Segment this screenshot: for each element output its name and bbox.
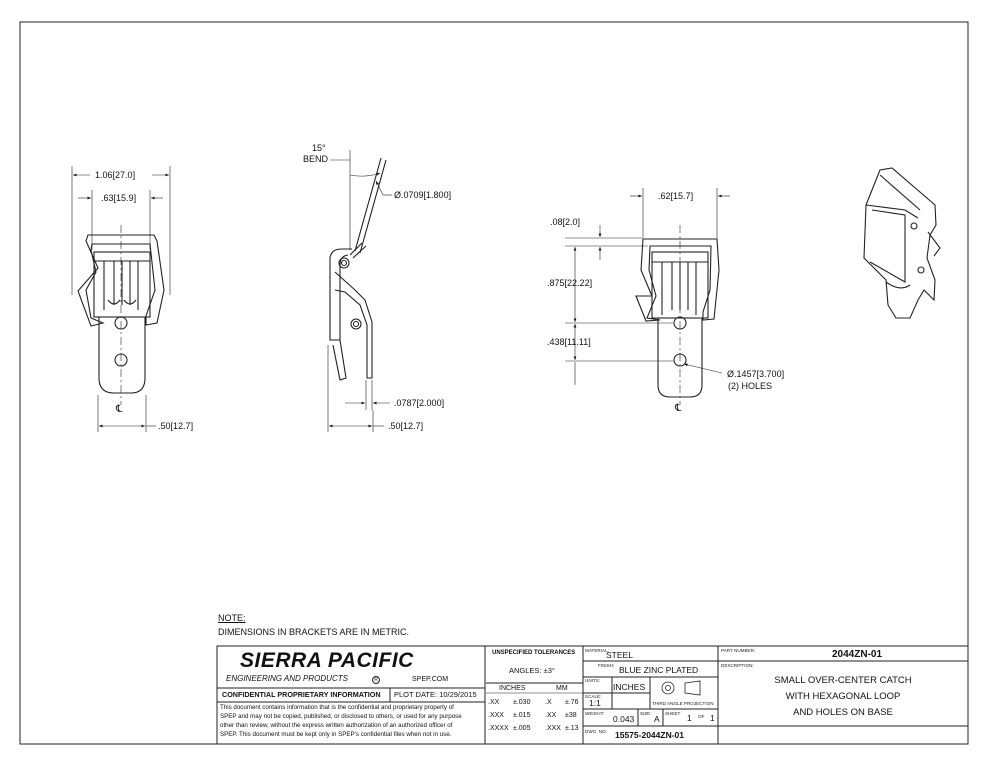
- units-value: INCHES: [613, 682, 646, 692]
- dim-top: .08[2.0]: [550, 217, 581, 227]
- description-label: DESCRIPTION:: [721, 663, 754, 668]
- sheet-num: 1: [687, 713, 692, 723]
- angles: ANGLES: ±3°: [509, 666, 555, 675]
- finish-label: FINISH:: [598, 663, 615, 668]
- confidential-line-3: other than review, without the express written authorization of an authorized officer of: [220, 722, 453, 729]
- sheet-label: SHEET: [665, 711, 681, 716]
- iso-view: [864, 168, 940, 318]
- dim-mid: .875[22.22]: [547, 278, 593, 288]
- tolerance-row: ±.13: [565, 725, 579, 732]
- dim-inner-width: .63[15.9]: [101, 193, 137, 203]
- tolerance-row: .X: [545, 699, 552, 706]
- units-label: UNITS:: [585, 678, 601, 683]
- dim-wire-dia: Ø.0709[1.800]: [394, 190, 452, 200]
- tolerance-row: .XX: [545, 712, 557, 719]
- description-line-3: AND HOLES ON BASE: [793, 707, 893, 718]
- dim-bend-angle: 15°: [312, 143, 326, 153]
- dim-overall-width: 1.06[27.0]: [95, 170, 136, 180]
- tolerance-row: .XXXX: [488, 725, 509, 732]
- note-title: NOTE:: [218, 613, 246, 623]
- dim-base-width-1: .50[12.7]: [158, 421, 194, 431]
- size-value: A: [654, 714, 660, 724]
- right-view: [636, 225, 719, 405]
- centerline-symbol-2: ℄: [675, 403, 682, 414]
- confidential-title: CONFIDENTIAL PROPRIETARY INFORMATION: [222, 690, 381, 699]
- description-line-1: SMALL OVER-CENTER CATCH: [774, 675, 912, 686]
- tolerance-row: ±.015: [513, 712, 531, 719]
- weight-value: 0.043: [613, 714, 635, 724]
- material-value: STEEL: [606, 650, 633, 660]
- tolerance-row: ±.76: [565, 699, 579, 706]
- dim-thickness: .0787[2.000]: [394, 398, 445, 408]
- projection-label: THIRD ANGLE PROJECTION: [652, 701, 714, 706]
- dim-low: .438[11.11]: [547, 337, 591, 347]
- tolerance-row: ±.005: [513, 725, 531, 732]
- tolerances-title: UNSPECIFIED TOLERANCES: [492, 650, 576, 656]
- description-line-2: WITH HEXAGONAL LOOP: [785, 691, 901, 702]
- company-sub: ENGINEERING AND PRODUCTS: [226, 674, 348, 683]
- dim-right-width: .62[15.7]: [658, 191, 694, 201]
- tolerance-row: ±38: [565, 712, 577, 719]
- side-view: [330, 158, 386, 380]
- dim-bend-label: BEND: [303, 154, 329, 164]
- website: SPEP.COM: [412, 676, 449, 683]
- inches-header: INCHES: [499, 685, 526, 692]
- confidential-line-1: This document contains information that is the confidential and proprietary property of: [220, 704, 454, 711]
- sheet-border: [20, 22, 968, 744]
- weight-label: WEIGHT:: [585, 711, 605, 716]
- confidential-line-2: SPEP and may not be copied, published, or disclosed to others, or used for any purpose: [220, 713, 462, 720]
- company-name: SIERRA PACIFIC: [240, 649, 414, 672]
- confidential-line-4: SPEP. This document must be kept only in SPEP's confidential files when not in use.: [220, 731, 452, 738]
- dwg-label: DWG. NO.: [585, 729, 607, 734]
- registered-mark: R: [372, 676, 380, 684]
- dim-hole-count: (2) HOLES: [728, 381, 773, 391]
- sheet-total: 1: [710, 713, 715, 723]
- part-number-label: PART NUMBER:: [721, 648, 756, 653]
- note-text: DIMENSIONS IN BRACKETS ARE IN METRIC.: [218, 627, 410, 637]
- tolerance-row: .XXX: [545, 725, 561, 732]
- tolerance-row: .XX: [488, 699, 500, 706]
- dim-hole-dia: Ø.1457[3.700]: [727, 369, 785, 379]
- tolerance-row: .XXX: [488, 712, 504, 719]
- centerline-symbol-1: ℄: [116, 404, 123, 415]
- scale-label: SCALE:: [585, 694, 602, 699]
- plot-date: PLOT DATE: 10/29/2015: [394, 690, 477, 699]
- scale-value: 1:1: [589, 698, 601, 708]
- of-label: OF: [698, 714, 705, 719]
- size-label: SIZE:: [640, 711, 652, 716]
- dim-base-width-2: .50[12.7]: [388, 421, 424, 431]
- mm-header: MM: [556, 685, 568, 692]
- tolerance-row: ±.030: [513, 699, 531, 706]
- dwg-number: 15575-2044ZN-01: [615, 730, 684, 740]
- material-label: MATERIAL:: [585, 648, 609, 653]
- part-number: 2044ZN-01: [832, 649, 883, 660]
- front-view: [78, 225, 164, 405]
- finish-value: BLUE ZINC PLATED: [619, 665, 699, 675]
